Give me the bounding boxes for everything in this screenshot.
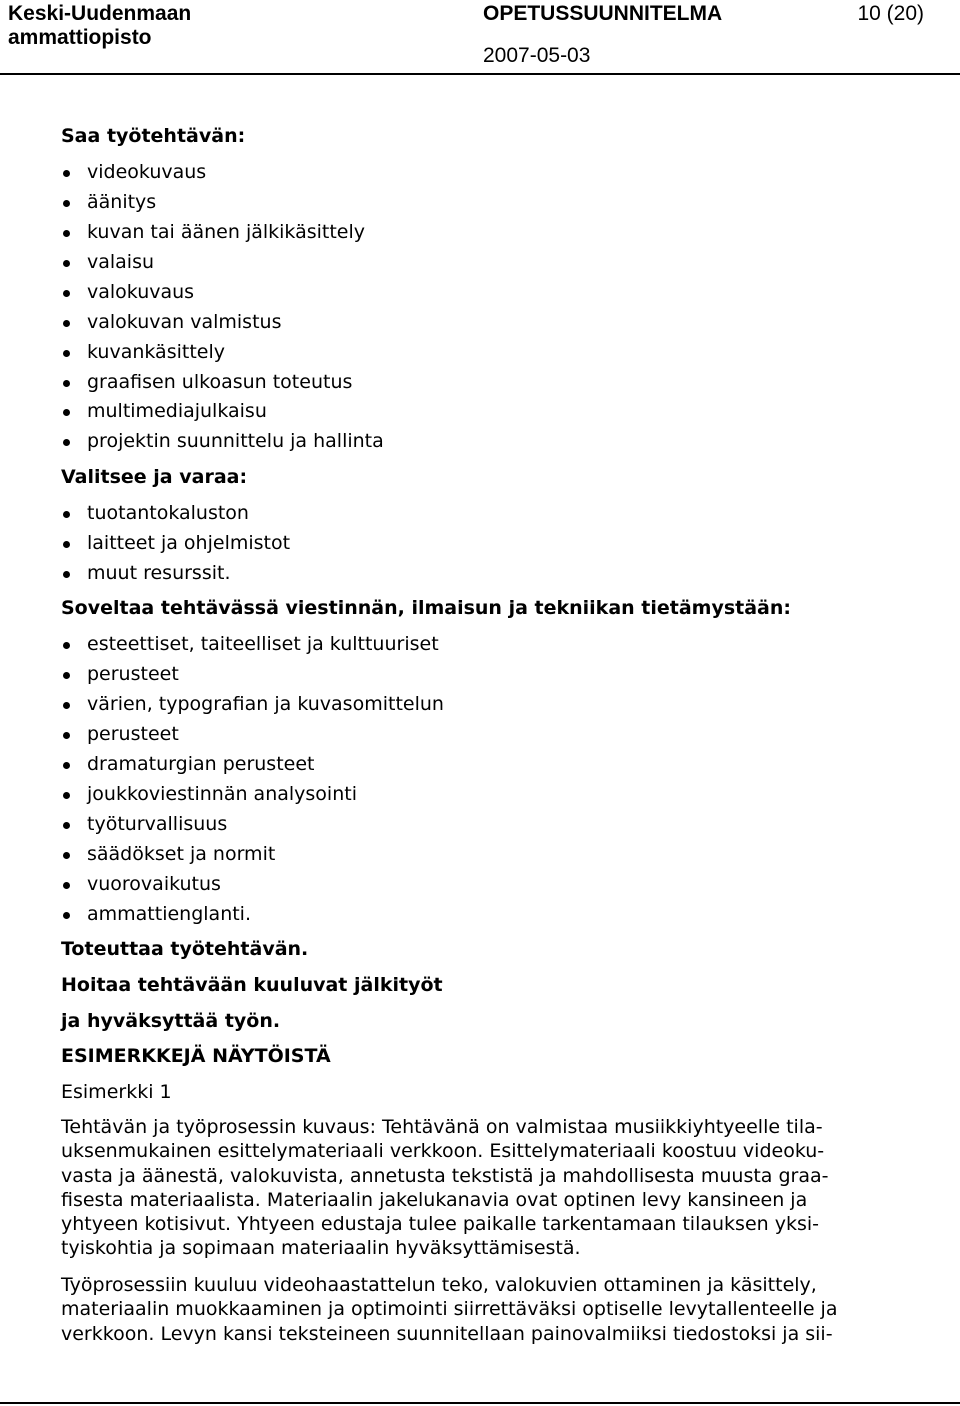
paragraph-line: uksenmukainen esittelymateriaali verkkoon. Esittelymateriaali koostuu videoku-	[61, 1140, 825, 1163]
list-item: perusteet	[87, 663, 179, 685]
footer-divider	[0, 1402, 960, 1404]
organization-name	[8, 2, 191, 50]
page-header	[0, 0, 960, 80]
list-item: dramaturgian perusteet	[87, 753, 315, 775]
list-item: valaisu	[87, 251, 155, 273]
list-item: tuotantokaluston	[87, 502, 249, 524]
example-subheading: Esimerkki 1	[61, 1081, 172, 1103]
section-heading-valitsee-ja-varaa: Valitsee ja varaa:	[61, 466, 248, 488]
section-heading-hoitaa: Hoitaa tehtävään kuuluvat jälkityöt	[61, 974, 443, 996]
paragraph-line: verkkoon. Levyn kansi teksteineen suunnitellaan painovalmiiksi tiedostoksi ja sii-	[61, 1322, 833, 1345]
paragraph-line: yhtyeen kotisivut. Yhtyeen edustaja tulee paikalle tarkentamaan tilauksen yksi-	[61, 1213, 820, 1236]
list-item: valokuvaus	[87, 281, 195, 303]
organization-name-line2: ammattiopisto	[8, 26, 152, 49]
list-item: valokuvan valmistus	[87, 311, 282, 333]
paragraph-line: Tehtävän ja työprosessin kuvaus: Tehtävänä on valmistaa musiikkiyhtyeelle tila-	[61, 1116, 823, 1138]
page-number: 10 (20)	[857, 2, 924, 25]
section-heading-hoitaa-cont: ja hyväksyttää työn.	[61, 1010, 281, 1032]
list-item: työturvallisuus	[87, 813, 228, 835]
list-item: perusteet	[87, 723, 179, 745]
list-item: projektin suunnittelu ja hallinta	[87, 430, 384, 452]
list-item: multimediajulkaisu	[87, 400, 267, 422]
organization-name-line1: Keski-Uudenmaan	[8, 2, 192, 25]
examples-heading: ESIMERKKEJÄ NÄYTÖISTÄ	[61, 1045, 331, 1067]
header-divider	[0, 73, 960, 75]
list-item: värien, typografian ja kuvasomittelun	[87, 693, 444, 715]
list-item: graafisen ulkoasun toteutus	[87, 371, 353, 393]
list-item: laitteet ja ohjelmistot	[87, 532, 291, 554]
paragraph-line: Työprosessiin kuuluu videohaastattelun teko, valokuvien ottaminen ja käsittely,	[61, 1274, 817, 1296]
document-title: OPETUSSUUNNITELMA	[483, 2, 723, 25]
section-heading-soveltaa: Soveltaa tehtävässä viestinnän, ilmaisun ja tekniikan tietämystään:	[61, 597, 792, 619]
section-heading-toteuttaa: Toteuttaa työtehtävän.	[61, 938, 309, 960]
list-item: esteettiset, taiteelliset ja kulttuuriset	[87, 633, 439, 655]
paragraph-line: fisesta materiaalista. Materiaalin jakelukanavia ovat optinen levy kansineen ja	[61, 1188, 808, 1211]
list-item: säädökset ja normit	[87, 843, 276, 865]
document-date: 2007-05-03	[483, 44, 591, 67]
list-item: joukkoviestinnän analysointi	[87, 783, 357, 805]
list-item: vuorovaikutus	[87, 873, 221, 895]
paragraph-line: vasta ja äänestä, valokuvista, annetusta tekstistä ja mahdollisesta muusta graa-	[61, 1164, 829, 1187]
list-item: ammattienglanti.	[87, 903, 252, 925]
paragraph-line: materiaalin muokkaaminen ja optimointi siirrettäväksi optiselle levytallenteelle ja	[61, 1298, 838, 1321]
list-item: kuvan tai äänen jälkikäsittely	[87, 221, 366, 243]
example-paragraph-1	[61, 1115, 901, 1261]
example-paragraph-2	[61, 1273, 901, 1346]
section-heading-saa-tyotehtavan: Saa työtehtävän:	[61, 125, 246, 147]
list-item: kuvankäsittely	[87, 341, 225, 363]
list-item: muut resurssit.	[87, 562, 231, 584]
paragraph-line: tyiskohtia ja sopimaan materiaalin hyväksyttämisestä.	[61, 1237, 581, 1260]
list-item: videokuvaus	[87, 161, 207, 183]
list-item: äänitys	[87, 191, 157, 213]
